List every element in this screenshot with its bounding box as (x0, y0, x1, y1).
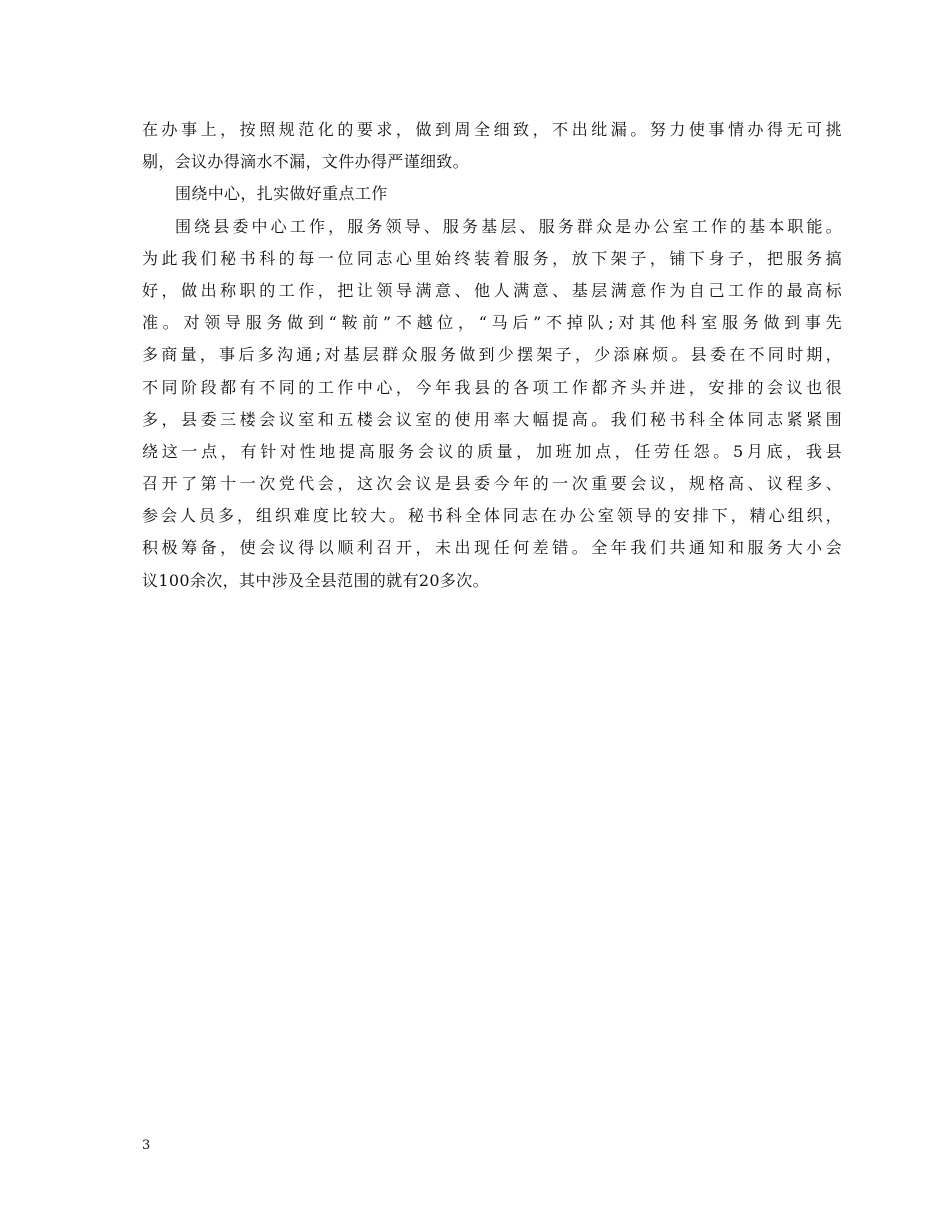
text-line: 在办事上，按照规范化的要求，做到周全细致，不出纰漏。努力使事情办得无可挑 (142, 120, 842, 139)
text-line: 召开了第十一次党代会，这次会议是县委今年的一次重要会议，规格高、议程多、 (142, 474, 842, 494)
text-line: 剔，会议办得滴水不漏，文件办得严谨细致。 (142, 152, 470, 172)
text-line: 围绕县委中心工作，服务领导、服务基层、服务群众是办公室工作的基本职能。 (175, 216, 842, 236)
text-line: 绕这一点，有针对性地提高服务会议的质量，加班加点，任劳任怨。5月底，我县 (142, 441, 842, 461)
text-line: 为此我们秘书科的每一位同志心里始终装着服务，放下架子，铺下身子，把服务搞 (142, 248, 842, 268)
text-line: 积极筹备，使会议得以顺利召开，未出现任何差错。全年我们共通知和服务大小会 (142, 538, 842, 558)
section-heading: 围绕中心，扎实做好重点工作 (175, 184, 388, 204)
text-line: 多商量，事后多沟通;对基层群众服务做到少摆架子，少添麻烦。县委在不同时期， (142, 345, 842, 365)
page-number: 3 (142, 1138, 151, 1153)
text-line: 多，县委三楼会议室和五楼会议室的使用率大幅提高。我们秘书科全体同志紧紧围 (142, 409, 842, 429)
text-line: 准。对领导服务做到“鞍前”不越位，“马后”不掉队;对其他科室服务做到事先 (142, 313, 842, 333)
text-line: 不同阶段都有不同的工作中心，今年我县的各项工作都齐头并进，安排的会议也很 (142, 377, 842, 397)
text-line: 好，做出称职的工作，把让领导满意、他人满意、基层满意作为自己工作的最高标 (142, 280, 842, 300)
body-text (142, 118, 842, 601)
text-line: 参会人员多，组织难度比较大。秘书科全体同志在办公室领导的安排下，精心组织， (142, 506, 842, 526)
text-line: 议100余次，其中涉及全县范围的就有20多次。 (142, 570, 489, 590)
